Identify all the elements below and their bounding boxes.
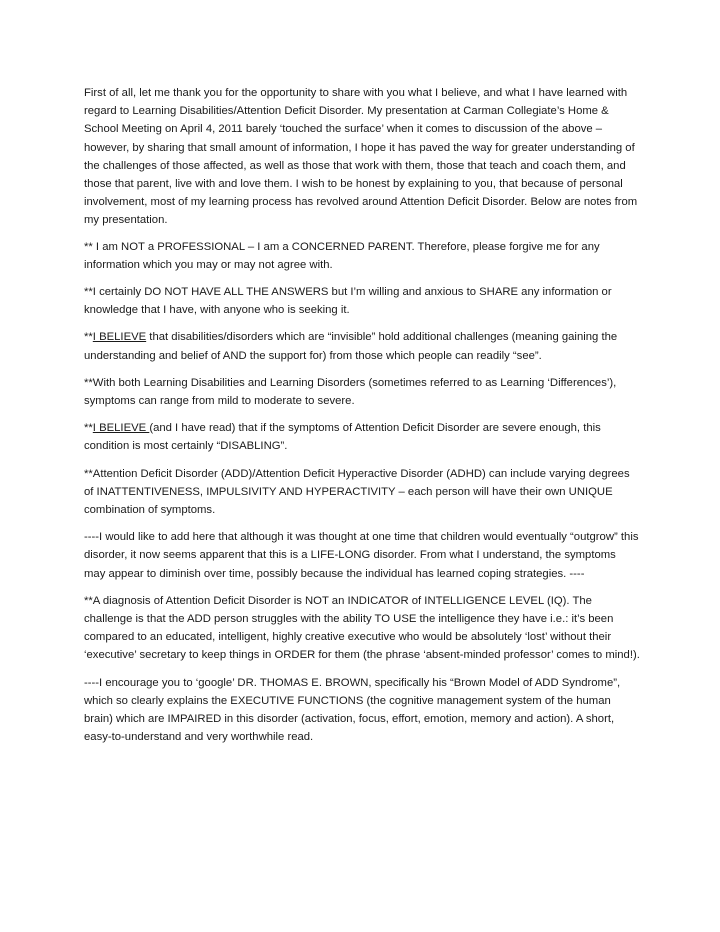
paragraph-add-adhd: **Attention Deficit Disorder (ADD)/Attention Deficit Hyperactive Disorder (ADHD) can include varying degrees of INATTENTIVENESS, IMPULSIVITY AND HYPERACTIVITY – each person will have their own UNIQUE combination of symptoms. [84,467,630,517]
paragraph-prefix: ** [84,422,93,435]
underlined-i-believe: I BELIEVE [92,422,150,435]
paragraph-invisible-disorders [84,328,640,364]
paragraph-not-all-answers: **I certainly DO NOT HAVE ALL THE ANSWERS but I’m willing and anxious to SHARE any information or knowledge that I have, with anyone who is seeking it. [84,286,612,317]
paragraph-prefix: ** [84,331,93,344]
paragraph-not-professional: ** I am NOT a PROFESSIONAL – I am a CONCERNED PARENT. Therefore, please forgive me for any information which you may or may not agree with. [84,240,600,271]
paragraph-symptom-range: **With both Learning Disabilities and Learning Disorders (sometimes referred to as Learning ‘Differences’), symptoms can range from mild to moderate to severe. [84,376,617,408]
document-body [84,84,640,756]
paragraph-text: (and I have read) that if the symptoms of Attention Deficit Disorder are severe enough, this condition is most certainly “DISABLING”. [84,422,601,453]
paragraph-disabling [84,419,640,455]
paragraph-brown-model: ----I encourage you to ‘google’ DR. THOMAS E. BROWN, specifically his “Brown Model of ADD Syndrome”, which so clearly explains the EXECUTIVE FUNCTIONS (the cognitive management system of the human brain) which are IMPAIRED in this disorder (activation, focus, effort, emotion, memory and action). A short, easy-to-understand and very worthwhile read. [84,676,621,744]
underlined-i-believe: I BELIEVE [92,331,147,344]
paragraph-text: that disabilities/disorders which are “invisible” hold additional challenges (meaning gaining the understanding and belief of AND the support for) from those which people can readily “see”. [84,331,618,362]
paragraph-life-long: ----I would like to add here that although it was thought at one time that children would eventually “outgrow” this disorder, it now seems apparent that this is a LIFE-LONG disorder. From what I understand, the symptoms may appear to diminish over time, possibly because the individual has learned coping strategies. ---- [84,531,639,580]
intro-paragraph: First of all, let me thank you for the opportunity to share with you what I believe, and what I have learned with regard to Learning Disabilities/Attention Deficit Disorder. My presentation at Carman Collegiate’s Home & School Meeting on April 4, 2011 barely ‘touched the surface’ when it comes to discussion of the above – however, by sharing that small amount of information, I hope it has paved the way for greater understanding of the challenges of those affected, as well as those that work with them, those that teach and coach them, and those that parent, live with and love them. I wish to be honest by explaining to you, that because of personal involvement, most of my learning process has revolved around Attention Deficit Disorder. Below are notes from my presentation. [84,87,638,227]
paragraph-intelligence: **A diagnosis of Attention Deficit Disorder is NOT an INDICATOR of INTELLIGENCE LEVEL (IQ). The challenge is that the ADD person struggles with the ability TO USE the intelligence they have i.e.: it’s been compared to an educated, intelligent, highly creative executive who would be absolutely ‘lost’ without their ‘executive’ secretary to keep things in ORDER for them (the phrase ‘absent-minded professor’ comes to mind!). [84,594,640,662]
